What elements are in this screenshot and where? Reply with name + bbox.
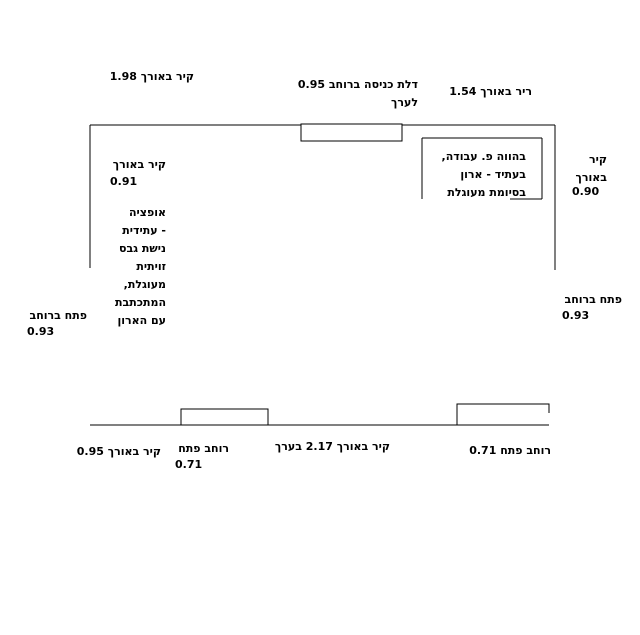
bottom-right-door-label: רוחב פתח 0.71 [469,444,551,457]
left-wall-upper-value: 0.91 [110,175,138,188]
right-wall-value: 0.90 [572,185,600,198]
bottom-wall-label: קיר באורך 2.17 בערך [274,440,390,453]
right-opening-value: 0.93 [562,309,590,322]
entrance-door-label: דלת כניסה ברוחב 0.95 לערך [297,78,418,109]
right-opening-label: פתח ברוחב [564,293,622,306]
entrance-door-rect [301,124,402,141]
left-opening-value: 0.93 [27,325,55,338]
desk-note-label: בהווה פ. עבודה, בעתיד - ארון בסיומת מעוגלת [441,150,526,199]
top-wall-label: קיר באורך 1.98 [109,70,194,83]
left-option-note-label: אופציה - עתידית נישת גבס זויתית מעוגלת, המתכתבת עם הארון [115,206,166,327]
right-wall-label: קיר באורך [575,153,607,184]
top-right-wall-label: ריר באורך 1.54 [449,85,532,98]
left-opening-label: פתח ברוחב [29,309,87,322]
bottom-right-door-outline [457,404,549,425]
left-wall-upper-label: קיר באורך [112,158,166,171]
bottom-left-door-label: רוחב פתח [178,442,229,455]
bottom-left-door-rect [181,409,268,425]
bottom-left-door-value: 0.71 [175,458,203,471]
bottom-left-wall-label: קיר באורך 0.95 [76,445,161,458]
